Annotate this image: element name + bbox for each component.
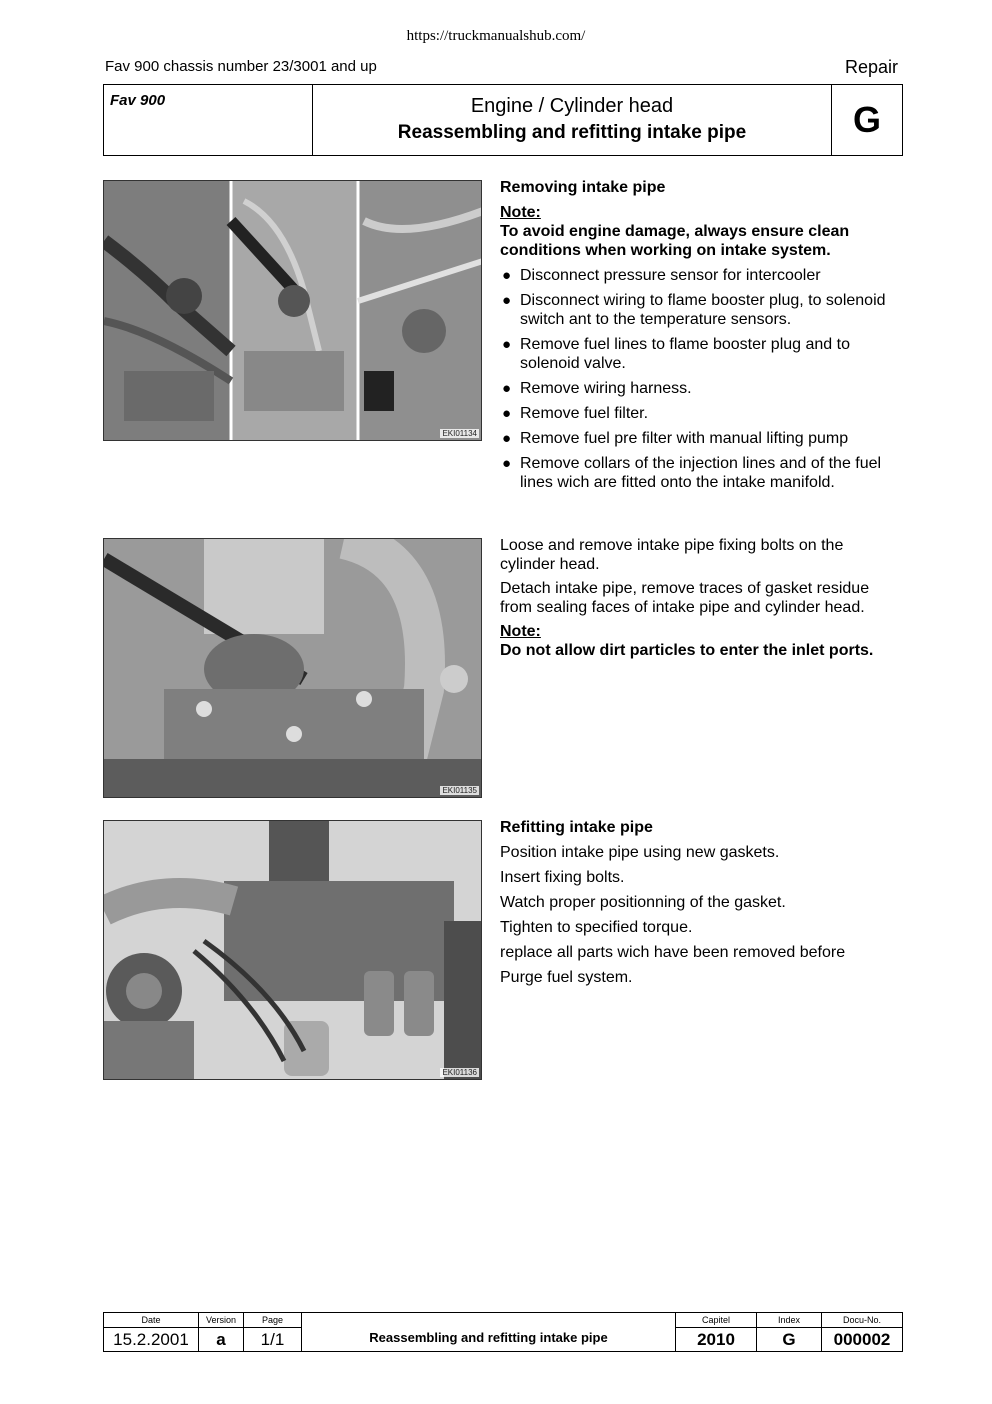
removal-steps bbox=[500, 266, 900, 492]
photo-id-2: EKI01135 bbox=[442, 786, 477, 795]
footer-title: Reassembling and refitting intake pipe bbox=[302, 1313, 676, 1351]
footer-page bbox=[244, 1313, 302, 1351]
section-type: Repair bbox=[844, 57, 898, 77]
footer-docu-value: 000002 bbox=[833, 1329, 891, 1349]
header-title-line2: Reassembling and refitting intake pipe bbox=[397, 122, 747, 143]
footer-docu bbox=[822, 1313, 902, 1351]
step-line: Insert fixing bolts. bbox=[500, 869, 625, 886]
photo-id-3: EKI01136 bbox=[442, 1068, 477, 1077]
step-line: Tighten to specified torque. bbox=[500, 919, 693, 936]
photo-refitting-intake bbox=[103, 820, 482, 1080]
footer-capitel-value: 2010 bbox=[697, 1329, 735, 1349]
paragraph-detach: Detach intake pipe, remove traces of gasket residue from sealing faces of intake pipe and cylinder head. bbox=[500, 580, 870, 616]
footer-index bbox=[757, 1313, 822, 1351]
note-label-2: Note: bbox=[500, 623, 541, 640]
note-body-2: Do not allow dirt particles to enter the inlet ports. bbox=[500, 642, 874, 659]
header-title bbox=[313, 85, 832, 155]
section-removing bbox=[500, 178, 900, 498]
step-line: Position intake pipe using new gaskets. bbox=[500, 844, 780, 861]
list-item: ● Remove fuel lines to flame booster plug and to solenoid valve. bbox=[500, 335, 900, 373]
step-line: Watch proper positionning of the gasket. bbox=[500, 894, 786, 911]
list-item: ● Remove fuel filter. bbox=[500, 404, 900, 423]
footer-capitel-label: Capitel bbox=[676, 1313, 756, 1328]
source-url[interactable]: https://truckmanualshub.com/ bbox=[406, 28, 586, 44]
section-refitting bbox=[500, 818, 900, 993]
footer-version bbox=[199, 1313, 244, 1351]
footer-page-value: 1/1 bbox=[260, 1329, 285, 1349]
paragraph-loosen-bolts: Loose and remove intake pipe fixing bolts on the cylinder head. bbox=[500, 537, 844, 573]
chassis-range: Fav 900 chassis number 23/3001 and up bbox=[105, 58, 377, 75]
header-title-line1: Engine / Cylinder head bbox=[470, 95, 674, 117]
model-label: Fav 900 bbox=[104, 85, 313, 155]
footer-date-value: 15.2.2001 bbox=[113, 1329, 189, 1349]
header-box bbox=[103, 84, 903, 156]
step-line: replace all parts wich have been removed before bbox=[500, 944, 846, 961]
footer-date-label: Date bbox=[104, 1313, 198, 1328]
photo-id-1: EKI01134 bbox=[442, 429, 477, 438]
engine-photo-1 bbox=[104, 181, 482, 441]
section-detach bbox=[500, 536, 900, 666]
footer-index-value: G bbox=[782, 1329, 796, 1349]
list-item: ● Remove collars of the injection lines and of the fuel lines wich are fitted onto the intake manifold. bbox=[500, 454, 900, 492]
note-label-1: Note: bbox=[500, 204, 541, 221]
footer-capitel bbox=[676, 1313, 757, 1351]
footer-index-label: Index bbox=[757, 1313, 821, 1328]
footer-version-label: Version bbox=[199, 1313, 243, 1328]
step-line: Purge fuel system. bbox=[500, 969, 633, 986]
heading-refitting: Refitting intake pipe bbox=[500, 819, 653, 836]
list-item: ● Remove fuel pre filter with manual lifting pump bbox=[500, 429, 900, 448]
list-item: ● Remove wiring harness. bbox=[500, 379, 900, 398]
list-item: ● Disconnect pressure sensor for intercooler bbox=[500, 266, 900, 285]
header-index: G bbox=[852, 99, 881, 140]
list-item: ● Disconnect wiring to flame booster plug, to solenoid switch ant to the temperature sensors. bbox=[500, 291, 900, 329]
footer-table bbox=[103, 1312, 903, 1352]
note-body-1: To avoid engine damage, always ensure clean conditions when working on intake system. bbox=[500, 223, 850, 259]
footer-docu-label: Docu-No. bbox=[822, 1313, 902, 1328]
footer-version-value: a bbox=[216, 1329, 226, 1349]
heading-removing: Removing intake pipe bbox=[500, 179, 666, 196]
footer-page-label: Page bbox=[244, 1313, 301, 1328]
footer-date bbox=[104, 1313, 199, 1351]
photo-removing-intake bbox=[103, 180, 482, 441]
engine-photo-2 bbox=[104, 539, 482, 798]
engine-photo-3 bbox=[104, 821, 482, 1080]
photo-intake-bolts bbox=[103, 538, 482, 798]
